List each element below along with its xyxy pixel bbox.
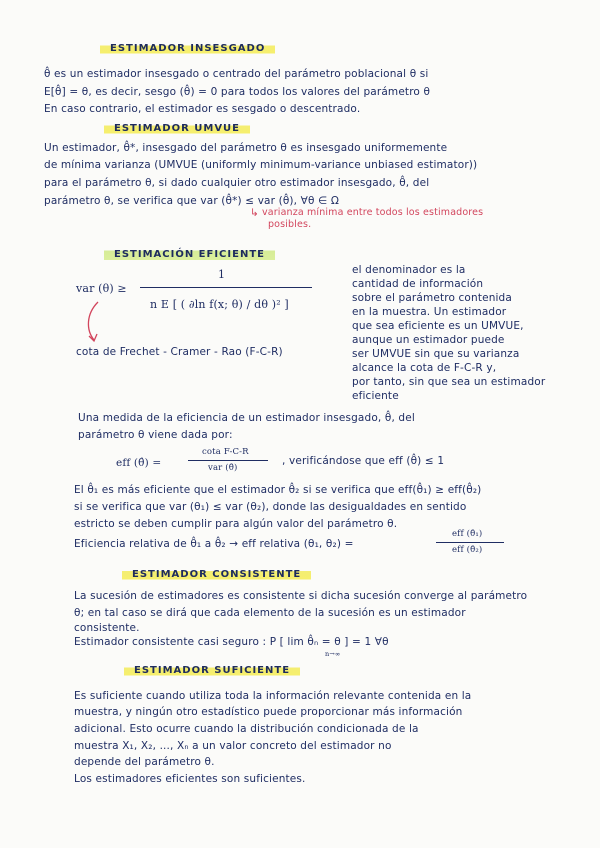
- side-note-line: que sea eficiente es un UMVUE,: [352, 320, 524, 332]
- relativa-fraction-bar: [436, 542, 504, 543]
- note-arrow: ↳: [250, 207, 259, 219]
- insesgado-line: En caso contrario, el estimador es sesgado o descentrado.: [44, 103, 361, 115]
- relativa-numerator: eff (θ̂₁): [452, 529, 483, 539]
- cota-label: cota de Frechet - Cramer - Rao (F-C-R): [76, 346, 283, 358]
- eff-lhs: eff (θ̂) =: [116, 457, 162, 469]
- suficiente-line: muestra X₁, X₂, ..., Xₙ a un valor concreto del estimador no: [74, 740, 392, 752]
- umvue-note: posibles.: [268, 219, 312, 230]
- side-note-line: sobre el parámetro contenida: [352, 292, 512, 304]
- consistente-line: consistente.: [74, 622, 140, 634]
- side-note-line: el denominador es la: [352, 264, 466, 276]
- umvue-line: Un estimador, θ̂*, insesgado del parámetro θ es insesgado uniformemente: [44, 142, 448, 154]
- var-lhs: var (θ) ≥: [76, 282, 127, 295]
- eff-numerator: cota F-C-R: [202, 447, 249, 457]
- relativa-denominator: eff (θ̂₂): [452, 545, 483, 555]
- side-note-line: eficiente: [352, 390, 399, 402]
- suficiente-line: depende del parámetro θ.: [74, 756, 215, 768]
- eff-denominator: var (θ̂): [208, 463, 238, 473]
- frac-denominator: n E [ ( ∂ln f(x; θ) / dθ )² ]: [150, 298, 289, 311]
- side-note-line: aunque un estimador puede: [352, 334, 505, 346]
- suficiente-line: Es suficiente cuando utiliza toda la información relevante contenida en la: [74, 690, 472, 702]
- umvue-line: parámetro θ, se verifica que var (θ̂*) ≤ var (θ̂), ∀θ ∈ Ω: [44, 195, 339, 207]
- heading-eficiente: ESTIMACIÓN EFICIENTE: [104, 248, 275, 261]
- umvue-line: de mínima varianza (UMVUE (uniformly minimum-variance unbiased estimator)): [44, 159, 478, 171]
- eficiencia-line: parámetro θ viene dada por:: [78, 429, 233, 441]
- side-note-line: por tanto, sin que sea un estimador: [352, 376, 546, 388]
- suficiente-line: Los estimadores eficientes son suficientes.: [74, 773, 306, 785]
- consistente-line: Estimador consistente casi seguro : P [ lim θ̂ₙ = θ ] = 1 ∀θ: [74, 636, 389, 648]
- frac-numerator: 1: [218, 268, 226, 281]
- umvue-note: varianza mínima entre todos los estimadores: [262, 207, 484, 218]
- heading-suficiente: ESTIMADOR SUFICIENTE: [124, 664, 300, 677]
- heading-insesgado: ESTIMADOR INSESGADO: [100, 42, 275, 55]
- relativa-line: Eficiencia relativa de θ̂₁ a θ̂₂ → eff relativa (θ₁, θ₂) =: [74, 538, 354, 550]
- suficiente-line: muestra, y ningún otro estadístico puede proporcionar más información: [74, 706, 463, 718]
- eff-condition: , verificándose que eff (θ̂) ≤ 1: [282, 455, 445, 467]
- heading-consistente: ESTIMADOR CONSISTENTE: [122, 568, 311, 581]
- consistente-line: θ; en tal caso se dirá que cada elemento de la sucesión es un estimador: [74, 607, 466, 619]
- comparison-line: estricto se deben cumplir para algún valor del parámetro θ.: [74, 518, 398, 530]
- side-note-line: alcance la cota de F-C-R y,: [352, 362, 497, 374]
- insesgado-line: E[θ̂] = θ, es decir, sesgo (θ̂) = 0 para todos los valores del parámetro θ: [44, 86, 431, 98]
- side-note-line: ser UMVUE sin que su varianza: [352, 348, 520, 360]
- curved-arrow-icon: [80, 300, 110, 346]
- comparison-line: El θ̂₁ es más eficiente que el estimador θ̂₂ si se verifica que eff(θ̂₁) ≥ eff(θ̂₂): [74, 484, 482, 496]
- heading-umvue: ESTIMADOR UMVUE: [104, 122, 250, 135]
- consistente-line: La sucesión de estimadores es consistente si dicha sucesión converge al parámetro: [74, 590, 528, 602]
- eff-fraction-bar: [188, 460, 268, 461]
- lim-subscript: n→∞: [325, 650, 341, 658]
- comparison-line: si se verifica que var (θ₁) ≤ var (θ₂), donde las desigualdades en sentido: [74, 501, 467, 513]
- side-note-line: cantidad de información: [352, 278, 484, 290]
- side-note-line: en la muestra. Un estimador: [352, 306, 507, 318]
- insesgado-line: θ̂ es un estimador insesgado o centrado del parámetro poblacional θ si: [44, 68, 429, 80]
- fraction-bar: [140, 287, 312, 288]
- suficiente-line: adicional. Esto ocurre cuando la distribución condicionada de la: [74, 723, 419, 735]
- umvue-line: para el parámetro θ, si dado cualquier otro estimador insesgado, θ̂, del: [44, 177, 430, 189]
- eficiencia-line: Una medida de la eficiencia de un estimador insesgado, θ̂, del: [78, 412, 415, 424]
